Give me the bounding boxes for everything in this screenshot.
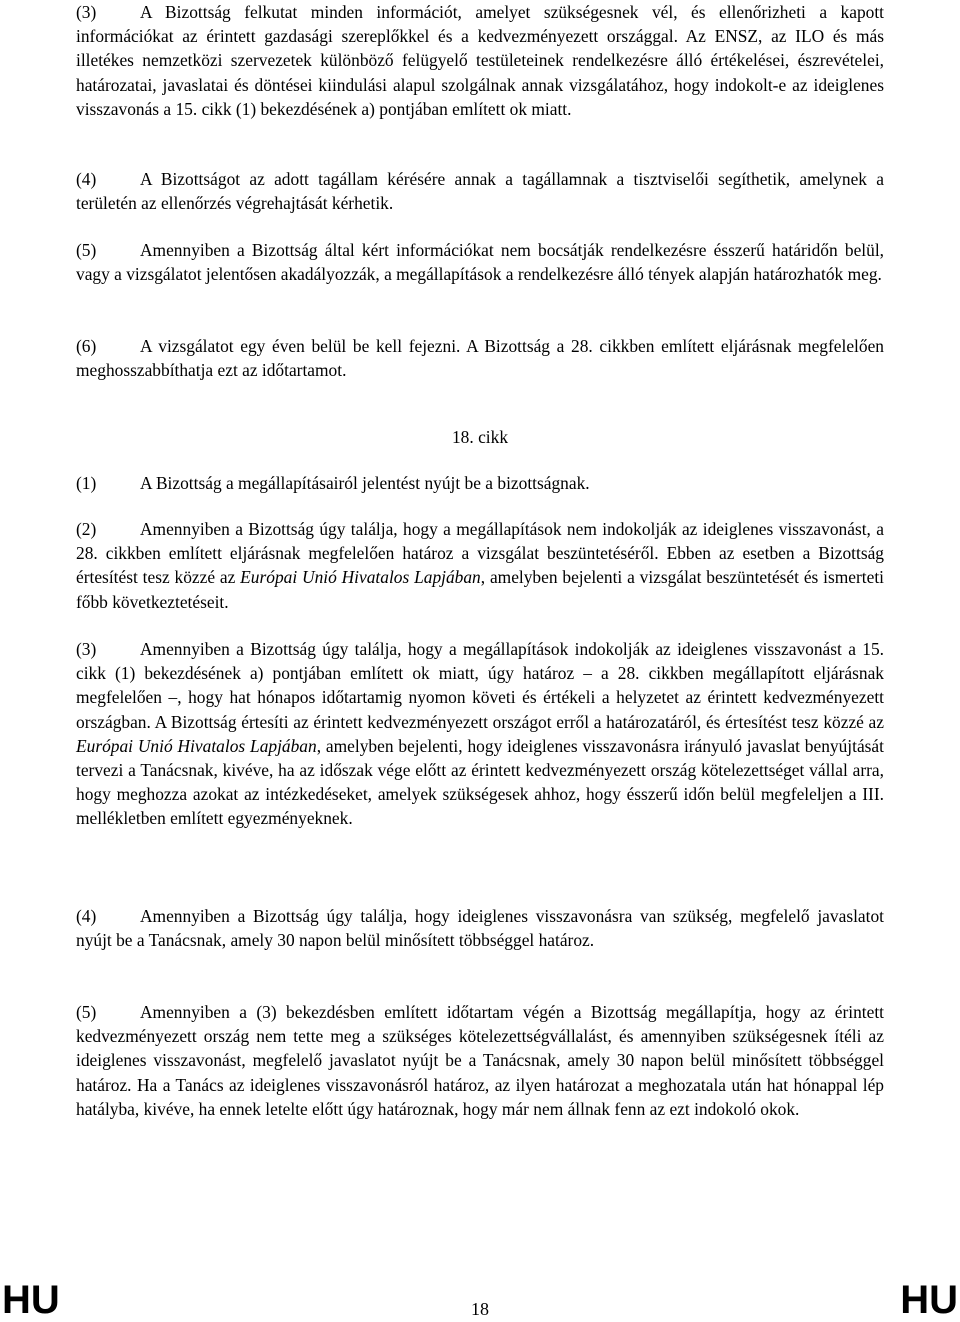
paragraph-text: Amennyiben a Bizottság úgy találja, hogy a megállapítások nem indokolják az ideiglenes visszavonást, a 28. cikkben említett eljárásnak megfelelően határoz a vizsgálat beszüntetéséről. Ebben az esetben a Bizottság értesítést tesz közzé az [76,519,884,588]
paragraph-text: A vizsgálatot egy éven belül be kell fejezni. A Bizottság a 28. cikkben említett eljárásnak megfelelően meghosszabbíthatja ezt az időtartamot. [76,336,884,381]
article-paragraph-3 [76,637,884,831]
paragraph-text: Amennyiben a Bizottság által kért információkat nem bocsátják rendelkezésre ésszerű határidőn belül, vagy a vizsgálatot jelentősen akadályozzák, a megállapítások a rendelkezésre álló tények alapján határozhatók meg. [76,240,884,285]
article-paragraph-2 [76,517,884,614]
paragraph-text: A Bizottság a megállapításairól jelentést nyújt be a bizottságnak. [140,473,590,493]
paragraph-number: (2) [76,519,97,539]
paragraph-text: Amennyiben a (3) bekezdésben említett időtartam végén a Bizottság megállapítja, hogy az érintett kedvezményezett ország nem tette meg a szükséges kötelezettségvállalást, és amennyiben szükségesnek ítéli az ideiglenes visszavonást, megfelelő javaslatot nyújt be a Tanácsnak, amely 30 napon belül minősített többséggel határoz. Ha a Tanács az ideiglenes visszavonásról határoz, az ilyen határozat a meghozatala után hat hónappal lép hatályba, kivéve, ha ennek letelte előtt úgy határoznak, hogy már nem állnak fenn az ezt indokoló okok. [76,1002,884,1119]
paragraph-number: (1) [76,473,97,493]
paragraph-text: A Bizottságot az adott tagállam kérésére annak a tagállamnak a tisztviselői segíthetik, amelynek a területén az ellenőrzés végrehajtását kérhetik. [76,169,884,214]
paragraph-number: (6) [76,336,97,356]
paragraph-number: (3) [76,639,97,659]
paragraph-3 [76,0,884,121]
paragraph-text: , amelyben bejelenti a vizsgálat beszüntetését és ismerteti főbb következtetéseit. [76,567,884,612]
paragraph-4 [76,167,884,215]
italic-reference: Európai Unió Hivatalos Lapjában [76,735,317,756]
paragraph-number: (3) [76,2,97,22]
article-paragraph-4 [76,904,884,952]
footer-page-number: 18 [471,1299,489,1319]
paragraph-text: Amennyiben a Bizottság úgy találja, hogy ideiglenes visszavonásra van szükség, megfelelő javaslatot nyújt be a Tanácsnak, amely 30 napon belül minősített többséggel határoz. [76,906,884,951]
article-heading: 18. cikk [451,427,509,447]
paragraph-6 [76,334,884,382]
paragraph-text: Amennyiben a Bizottság úgy találja, hogy a megállapítások indokolják az ideiglenes visszavonást a 15. cikk (1) bekezdésének a) pontjában említett ok miatt, úgy határoz – a 28. cikkben megállapított eljárásnak megfelelően –, hogy hat hónapos időtartamig nyomon követi és értékeli a helyzetet az érintett kedvezményezett országban. A Bizottság értesíti az érintett kedvezményezett országot erről a határozatáról, és értesítést tesz közzé az [76,639,884,732]
paragraph-number: (5) [76,240,97,260]
paragraph-number: (4) [76,169,97,189]
paragraph-text: A Bizottság felkutat minden információt, amelyet szükségesnek vél, és ellenőrizheti a kapott információkat az érintett gazdasági szereplőkkel és a kedvezményezett országgal. Az ENSZ, az ILO és más illetékes nemzetközi szervezetek különböző felügyelő testületeinek rendelkezésre álló értékelései, észrevételei, határozatai, javaslatai és döntései kiindulási alapul szolgálnak annak vizsgálatához, hogy indokolt-e az ideiglenes visszavonás a 15. cikk (1) bekezdésének a) pontjában említett ok miatt. [76,2,884,119]
paragraph-5 [76,238,884,286]
paragraph-text: , amelyben bejelenti, hogy ideiglenes visszavonásra irányuló javaslat benyújtását tervezi a Tanácsnak, kivéve, ha az időszak vége előtt az érintett kedvezményezett ország kötelezettséget vállal arra, hogy meghozza azokat az intézkedéseket, amelyek szükségesek ahhoz, hogy ésszerű időn belül megfeleljen a III. mellékletben említett egyezményeknek. [76,735,884,829]
footer-language-left: HU [2,1278,60,1322]
paragraph-number: (4) [76,906,97,926]
footer-language-right: HU [900,1278,958,1322]
italic-reference: Európai Unió Hivatalos Lapjában [240,567,481,588]
paragraph-number: (5) [76,1002,97,1022]
article-paragraph-1 [76,471,884,495]
article-paragraph-5 [76,1000,884,1121]
